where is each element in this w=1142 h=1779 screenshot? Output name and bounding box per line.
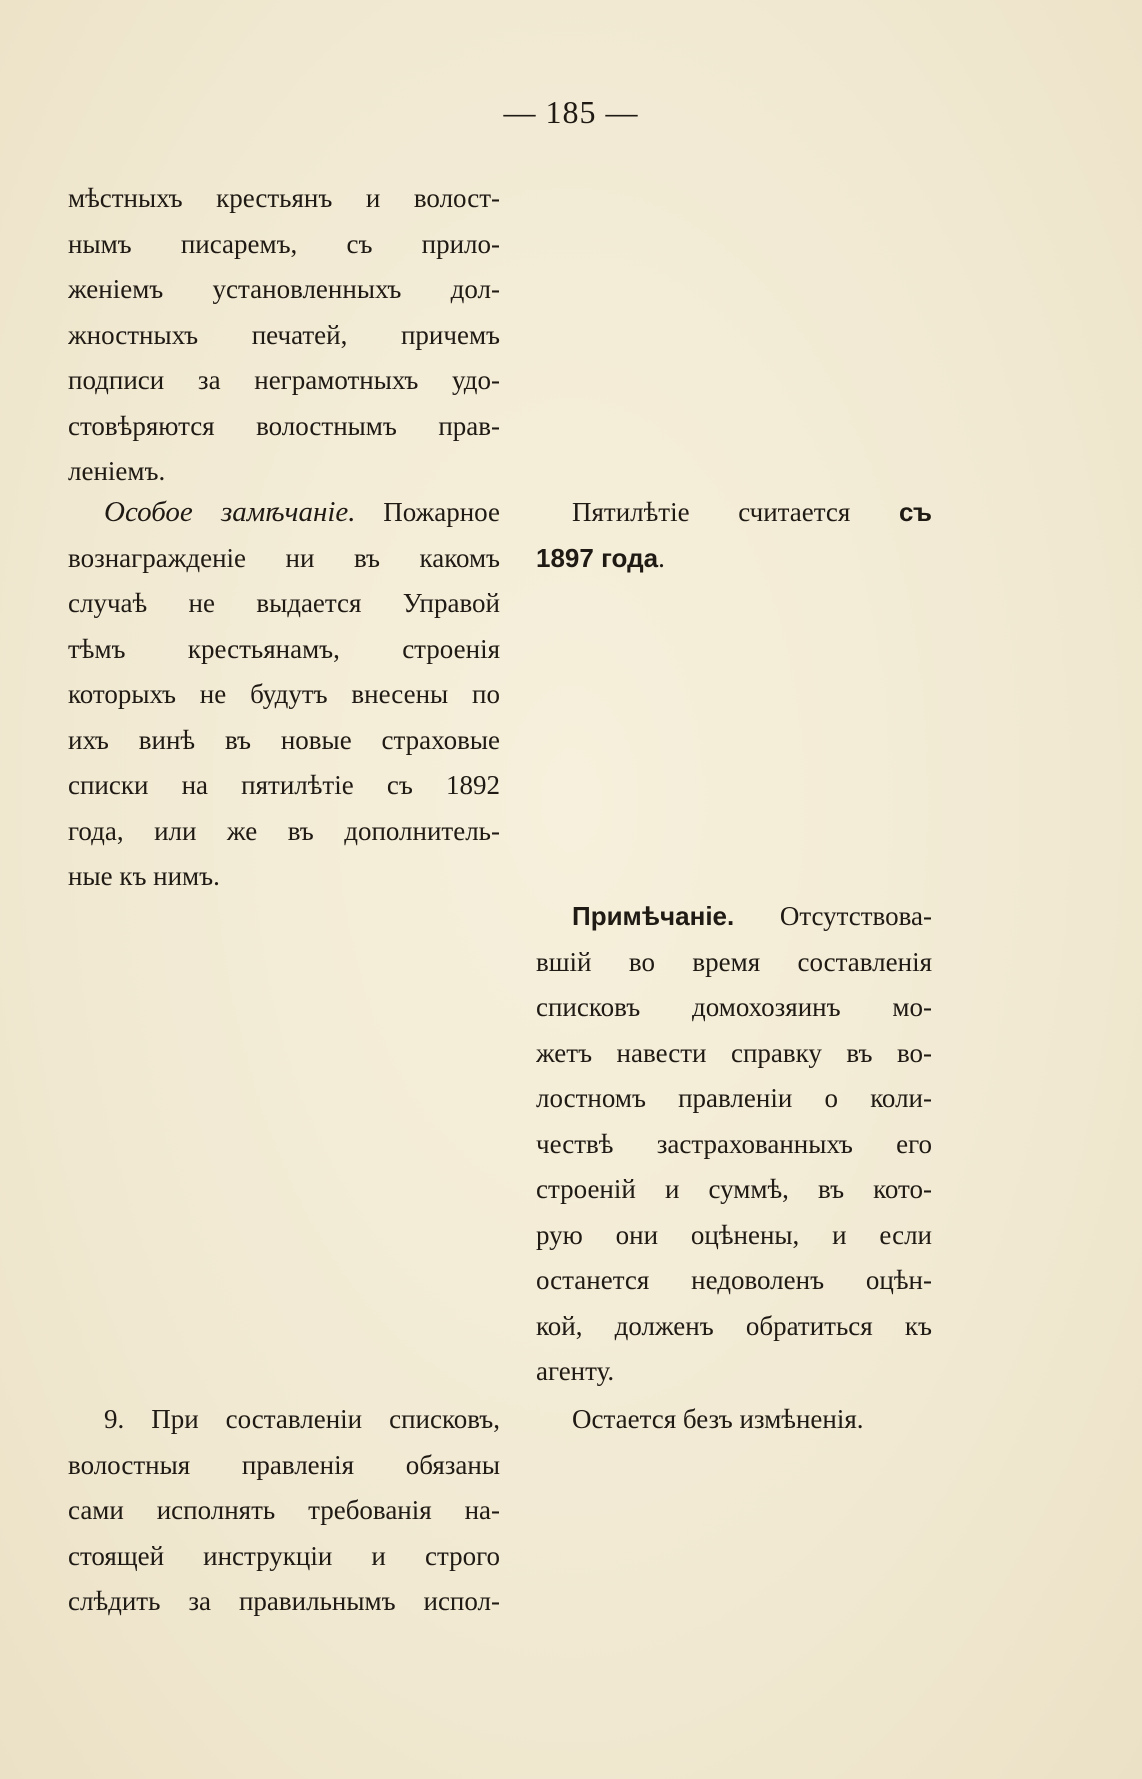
page-number: — 185 — xyxy=(503,94,639,130)
five-year-text: Пятилѣтіе считается xyxy=(572,497,851,527)
text-line: слѣдить за правильнымъ испол- xyxy=(68,1586,500,1616)
paragraph-9 xyxy=(68,1397,500,1625)
text-line: чествѣ застрахованныхъ его xyxy=(536,1128,932,1159)
special-remark-label: Особое замѣчаніе. xyxy=(104,496,356,528)
text-line: агенту. xyxy=(536,1356,615,1386)
note-first-word: Отсутствова- xyxy=(779,901,932,931)
note-label: Примѣчаніе. xyxy=(572,901,735,931)
text-line: тѣмъ крестьянамъ, строенія xyxy=(68,633,500,664)
text-line: стоящей инструкціи и строго xyxy=(68,1540,500,1571)
text-line: года, или же въ дополнитель- xyxy=(68,815,500,846)
text-line: строеній и суммѣ, въ кото- xyxy=(536,1174,932,1204)
text-line: подписи за неграмотныхъ удо- xyxy=(68,365,500,395)
five-year-note xyxy=(536,490,932,581)
text-line: стовѣряются волостнымъ прав- xyxy=(68,410,500,441)
text-line: сами исполнять требованія на- xyxy=(68,1495,500,1525)
text-line: жностныхъ печатей, причемъ xyxy=(68,319,500,350)
text-line: ихъ винѣ въ новые страховые xyxy=(68,724,500,755)
five-year-line-2 xyxy=(536,536,932,582)
text-line: леніемъ. xyxy=(68,456,166,486)
five-year-end: . xyxy=(658,542,665,573)
left-column-block1 xyxy=(68,176,500,495)
note-block xyxy=(536,894,932,1395)
five-year-bold-1: съ xyxy=(898,497,932,527)
text-line: ные къ нимъ. xyxy=(68,861,220,891)
text-line: списковъ домохозяинъ мо- xyxy=(536,992,932,1022)
text-line: случаѣ не выдается Управой xyxy=(68,588,500,618)
unchanged-text: Остается безъ измѣненія. xyxy=(572,1404,864,1434)
five-year-bold-2: 1897 года xyxy=(536,542,659,573)
special-remark xyxy=(68,490,500,900)
text-line: 9. При составленіи списковъ, xyxy=(104,1404,500,1434)
special-remark-first-word: Пожарное xyxy=(383,497,500,527)
unchanged-note xyxy=(536,1397,932,1443)
text-line: вознагражденіе ни въ какомъ xyxy=(68,542,500,573)
text-line: нымъ писаремъ, съ прило- xyxy=(68,228,500,259)
five-year-line-1 xyxy=(536,490,932,536)
special-remark-first-line xyxy=(68,490,500,536)
text-line: списки на пятилѣтіе съ 1892 xyxy=(68,770,500,800)
text-line: волостныя правленія обязаны xyxy=(68,1449,500,1480)
text-line: останется недоволенъ оцѣн- xyxy=(536,1265,932,1295)
text-line: жетъ навести справку въ во- xyxy=(536,1037,932,1068)
text-line: рую они оцѣнены, и если xyxy=(536,1219,932,1250)
text-line: вшій во время составленія xyxy=(536,946,932,977)
text-line: кой, долженъ обратиться къ xyxy=(536,1310,932,1341)
text-line: которыхъ не будутъ внесены по xyxy=(68,679,500,709)
text-line: мѣстныхъ крестьянъ и волост- xyxy=(68,183,500,213)
text-line: лостномъ правленіи о коли- xyxy=(536,1083,932,1113)
text-line: женіемъ установленныхъ дол- xyxy=(68,274,500,304)
note-first-line xyxy=(536,894,932,940)
